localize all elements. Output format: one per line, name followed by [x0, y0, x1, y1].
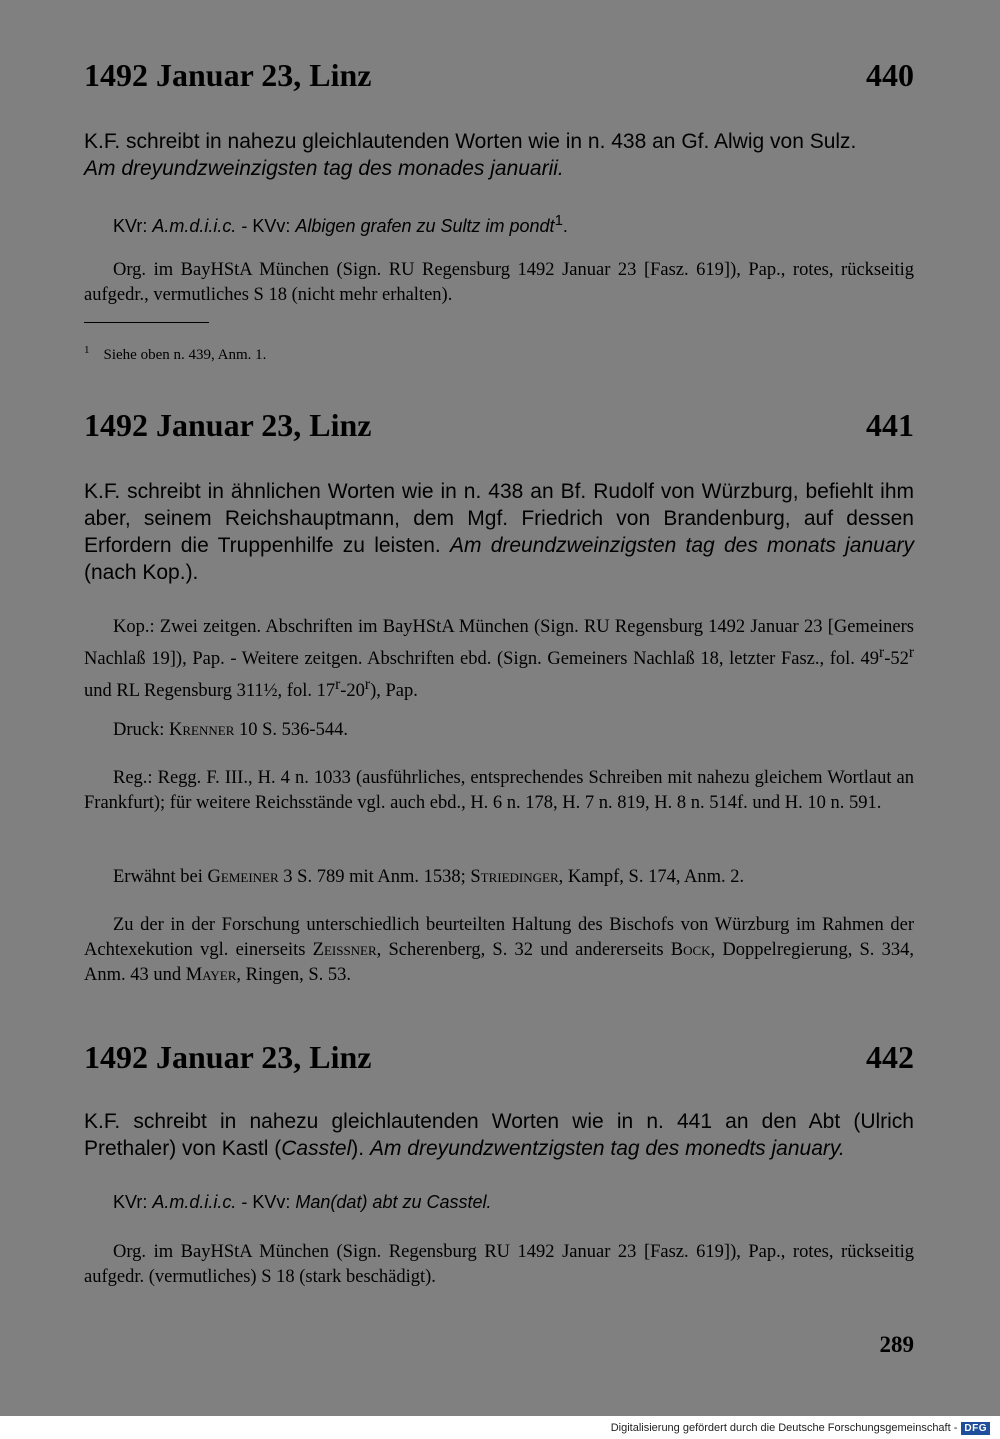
- summary-italic-date: Am dreyundzweinzigsten tag des monades januarii.: [84, 157, 564, 180]
- original-note: Org. im BayHStA München (Sign. RU Regensburg 1492 Januar 23 [Fasz. 619]), Pap., rotes, rückseitig aufgedr., vermutliches S 18 (nicht mehr erhalten).: [84, 260, 914, 305]
- entry-summary: K.F. schreibt in nahezu gleichlautenden Worten wie in n. 441 an den Abt (Ulrich Prethaler) von Kastl (Casstel). Am dreyundzwentzigsten tag des monedts january.: [84, 1110, 914, 1160]
- mentioned-note: Erwähnt bei Gemeiner 3 S. 789 mit Anm. 1538; Striedinger, Kampf, S. 174, Anm. 2.: [113, 867, 745, 887]
- funding-text: Digitalisierung gefördert durch die Deutsche Forschungsgemeinschaft -: [610, 1422, 958, 1434]
- page-number: 289: [879, 1332, 914, 1357]
- funding-footer: [611, 1419, 990, 1437]
- original-note: Org. im BayHStA München (Sign. Regensburg RU 1492 Januar 23 [Fasz. 619]), Pap., rotes, rückseitig aufgedr. (vermutliches) S 18 (stark beschädigt).: [84, 1242, 914, 1287]
- print-note: Druck: Krenner 10 S. 536-544.: [113, 720, 348, 740]
- entry-number: 442: [866, 1039, 914, 1075]
- summary-italic-date: Am dreundzweinzigsten tag des monats january: [449, 534, 914, 557]
- entry-heading-442: [84, 1037, 914, 1077]
- entry-date-place: 1492 Januar 23, Linz: [84, 1039, 372, 1075]
- entry-number: 440: [866, 57, 914, 93]
- footnote: $^1$ Siehe oben n. 439, Anm. 1.: [84, 344, 267, 363]
- entry-summary: K.F. schreibt in ähnlichen Worten wie in n. 438 an Bf. Rudolf von Würzburg, befiehlt ihm aber, seinem Reichshauptmann, dem Mgf. Friedrich von Brandenburg, auf dessen Erfordern die Truppenhilfe zu leisten. Am dreundzweinzigsten tag des monats january (nach Kop.).: [84, 480, 914, 584]
- research-note: Zu der in der Forschung unterschiedlich beurteilten Haltung des Bischofs von Würzburg im Rahmen der Achtexekution vgl. einerseits Zeißner, Scherenberg, S. 32 und andererseits Bock, Doppelregierung, S. 334, Anm. 43 und Mayer, Ringen, S. 53.: [84, 915, 915, 985]
- entry-heading-441: [84, 405, 914, 445]
- kanzleivermerk: KVr: A.m.d.i.i.c. - KVv: Albigen grafen zu Sultz im pondt$^1$.: [113, 212, 568, 236]
- entry-summary: K.F. schreibt in nahezu gleichlautenden Worten wie in n. 438 an Gf. Alwig von Sulz. Am dreyundzweinzigsten tag des monades januarii.: [84, 130, 857, 180]
- footnote-ref: 1: [554, 212, 563, 229]
- dfg-logo-icon: DFG: [961, 1422, 990, 1435]
- entry-date-place: 1492 Januar 23, Linz: [84, 57, 372, 93]
- entry-date-place: 1492 Januar 23, Linz: [84, 407, 372, 443]
- copies-note: Kop.: Zwei zeitgen. Abschriften im BayHStA München (Sign. RU Regensburg 1492 Januar 23 [Gemeiners Nachlaß 19]), Pap. - Weitere zeitgen. Abschriften ebd. (Sign. Gemeiners Nachlaß 18, letzter Fasz., fol. 49$^r$-52$^r$ und RL Regensburg 311½, fol. 17$^r$-20$^r$), Pap.: [84, 617, 914, 702]
- regest-note: Reg.: Regg. F. III., H. 4 n. 1033 (ausführliches, entsprechendes Schreiben mit nahezu gleichem Wortlaut an Frankfurt); für weitere Reichsstände vgl. auch ebd., H. 6 n. 178, H. 7 n. 819, H. 8 n. 514f. und H. 10 n. 591.: [84, 768, 914, 813]
- kanzleivermerk: KVr: A.m.d.i.i.c. - KVv: Man(dat) abt zu Casstel.: [113, 1192, 492, 1212]
- summary-italic-date: Am dreyundzwentzigsten tag des monedts january.: [369, 1137, 845, 1160]
- entry-number: 441: [866, 407, 914, 443]
- entry-heading-440: [84, 55, 914, 95]
- footnote-rule: [84, 322, 914, 323]
